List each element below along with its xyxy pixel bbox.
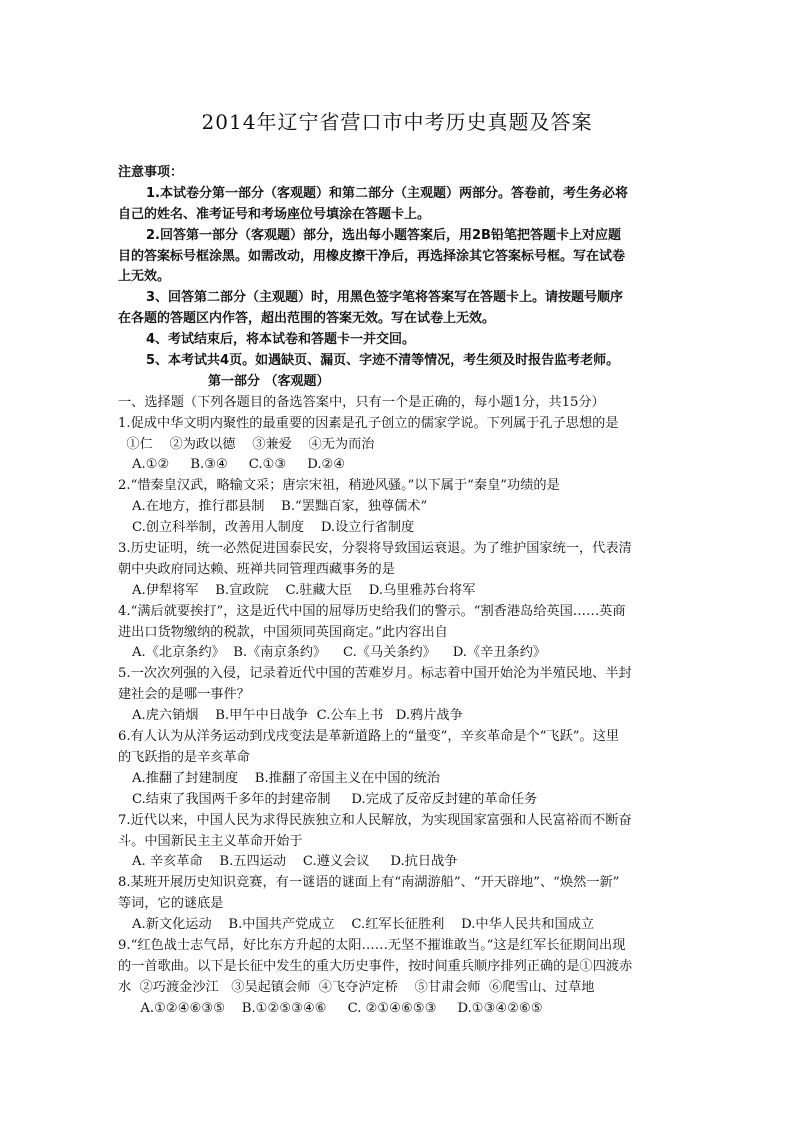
question-item <box>118 602 678 665</box>
question-text-line: ①仁 ②为政以德 ③兼爱 ④无为而治 <box>118 436 375 452</box>
question-text-line: 6.有人认为从洋务运动到戊戌变法是革新道路上的“量变”，辛亥革命是个“飞跃”。这里 <box>118 729 620 745</box>
answer-options-line: C.结束了我国两千多年的封建帝制 D.完成了反帝反封建的革命任务 <box>132 791 538 807</box>
question-text-line: 的一首歌曲。以下是长征中发生的重大历史事件，按时间重兵顺序排列正确的是①四渡赤 <box>118 958 633 974</box>
question-text-line: 等词，它的谜底是 <box>118 896 224 912</box>
question-text-line: 斗。中国新民主主义革命开始于 <box>118 833 303 849</box>
question-list <box>118 414 678 1020</box>
answer-options-line: C.创立科举制，改善用人制度 D.设立行省制度 <box>132 520 415 536</box>
question-text-line: 3.历史证明，统一必然促进国泰民安，分裂将导致国运衰退。为了维护国家统一，代表清 <box>118 541 632 557</box>
notice-line: 2.回答第一部分（客观题）部分，选出每小题答案后，用2B铅笔把答题卡上对应题 <box>146 227 621 243</box>
question-text-line: 进出口货物缴纳的税款，中国须同英国商定。”此内容出自 <box>118 624 448 640</box>
question-text-line: 2.“惜秦皇汉武，略输文采；唐宗宋祖，稍逊风骚。”以下属于“秦皇”功绩的是 <box>118 478 560 494</box>
question-item <box>118 873 678 936</box>
question-item <box>118 539 678 602</box>
question-text-line: 水 ②巧渡金沙江 ③吴起镇会师 ④飞夺泸定桥 ⑤甘肃会师 ⑥爬雪山、过草地 <box>118 979 595 995</box>
answer-options-line: A.伊犁将军 B.宣政院 C.驻藏大臣 D.乌里雅苏台将军 <box>132 582 476 598</box>
question-text-line: 的飞跃指的是辛亥革命 <box>118 749 250 765</box>
question-text-line: 4.“满后就要挨打”，这是近代中国的屈辱历史给我们的警示。“割香港岛给英国……英商 <box>118 603 626 619</box>
notice-line: 4、考试结束后，将本试卷和答题卡一并交回。 <box>146 332 416 348</box>
notice-line: 目的答案标号框涂黑。如需改动，用橡皮擦干净后，再选择涂其它答案标号框。写在试卷 <box>118 248 626 264</box>
notice-line: 5、本考试共4页。如遇缺页、漏页、字迹不清等情况，考生须及时报告监考老师。 <box>146 353 620 369</box>
notice-item <box>118 226 678 289</box>
notice-line: 1.本试卷分第一部分（客观题）和第二部分（主观题）两部分。答卷前，考生务必将 <box>146 185 628 201</box>
question-text-line: 9.“红色战士志气昂，好比东方升起的太阳……无坚不摧谁敢当。”这是红军长征期间出现 <box>118 937 626 953</box>
answer-options-line: A.推翻了封建制度 B.推翻了帝国主义在中国的统治 <box>132 770 441 786</box>
question-item <box>118 476 678 539</box>
question-text-line: 7.近代以来，中国人民为求得民族独立和人民解放，为实现国家富强和人民富裕而不断奋 <box>118 812 632 828</box>
question-item <box>118 414 678 477</box>
notice-item <box>118 184 678 226</box>
answer-options-line: A.《北京条约》 B.《南京条约》 C.《马关条约》 D.《辛丑条约》 <box>132 645 547 661</box>
notice-line: 上无效。 <box>118 269 171 285</box>
question-text-line: 5.一次次列强的入侵，记录着近代中国的苦难岁月。标志着中国开始沦为半殖民地、半封 <box>118 666 632 682</box>
notice-list <box>118 184 678 372</box>
question-item <box>118 727 678 811</box>
question-item <box>118 936 678 1020</box>
answer-options-line: A.①② B.③④ C.①③ D.②④ <box>132 457 346 473</box>
section-title: 一、选择题（下列各题目的备选答案中，只有一个是正确的，每小题1分，共15分） <box>118 394 605 410</box>
answer-options-line: A.虎六销烟 B.甲午中日战争 C.公车上书 D.鸦片战争 <box>132 708 463 724</box>
answer-options-line: A.①②④⑥③⑤ B.①②⑤③④⑥ C. ②①④⑥⑤③ D.①③④②⑥⑤ <box>132 1000 543 1016</box>
part-title: 第一部分 （客观题） <box>208 373 330 389</box>
page-title: 2014年辽宁省营口市中考历史真题及答案 <box>201 110 593 134</box>
question-text-line: 朝中央政府同达赖、班禅共同管理西藏事务的是 <box>118 561 395 577</box>
question-text-line: 建社会的是哪一事件？ <box>118 687 250 703</box>
question-item <box>118 811 678 874</box>
notice-item <box>118 330 678 351</box>
answer-options-line: A.在地方，推行郡县制 B.“罢黜百家，独尊儒术” <box>132 499 428 515</box>
question-item <box>118 664 678 727</box>
answer-options-line: A. 辛亥革命 B.五四运动 C.遵义会议 D.抗日战争 <box>132 854 458 870</box>
notice-line: 3、回答第二部分（主观题）时，用黑色签字笔将答案写在答题卡上。请按题号顺序 <box>146 290 624 306</box>
exam-content <box>118 163 678 1020</box>
question-text-line: 1.促成中华文明内聚性的最重要的因素是孔子创立的儒家学说。下列属于孔子思想的是 <box>118 415 619 431</box>
notice-item <box>118 288 678 330</box>
notice-line: 在各题的答题区内作答，超出范围的答案无效。写在试卷上无效。 <box>118 311 496 327</box>
answer-options-line: A.新文化运动 B.中国共产党成立 C.红军长征胜利 D.中华人民共和国成立 <box>132 917 595 933</box>
notice-heading: 注意事项： <box>118 165 184 180</box>
notice-item <box>118 351 678 372</box>
notice-line: 自己的姓名、准考证号和考场座位号填涂在答题卡上。 <box>118 206 431 222</box>
question-text-line: 8.某班开展历史知识竞赛，有一谜语的谜面上有“南湖游船”、“开天辟地”、“焕然一新” <box>118 875 620 891</box>
